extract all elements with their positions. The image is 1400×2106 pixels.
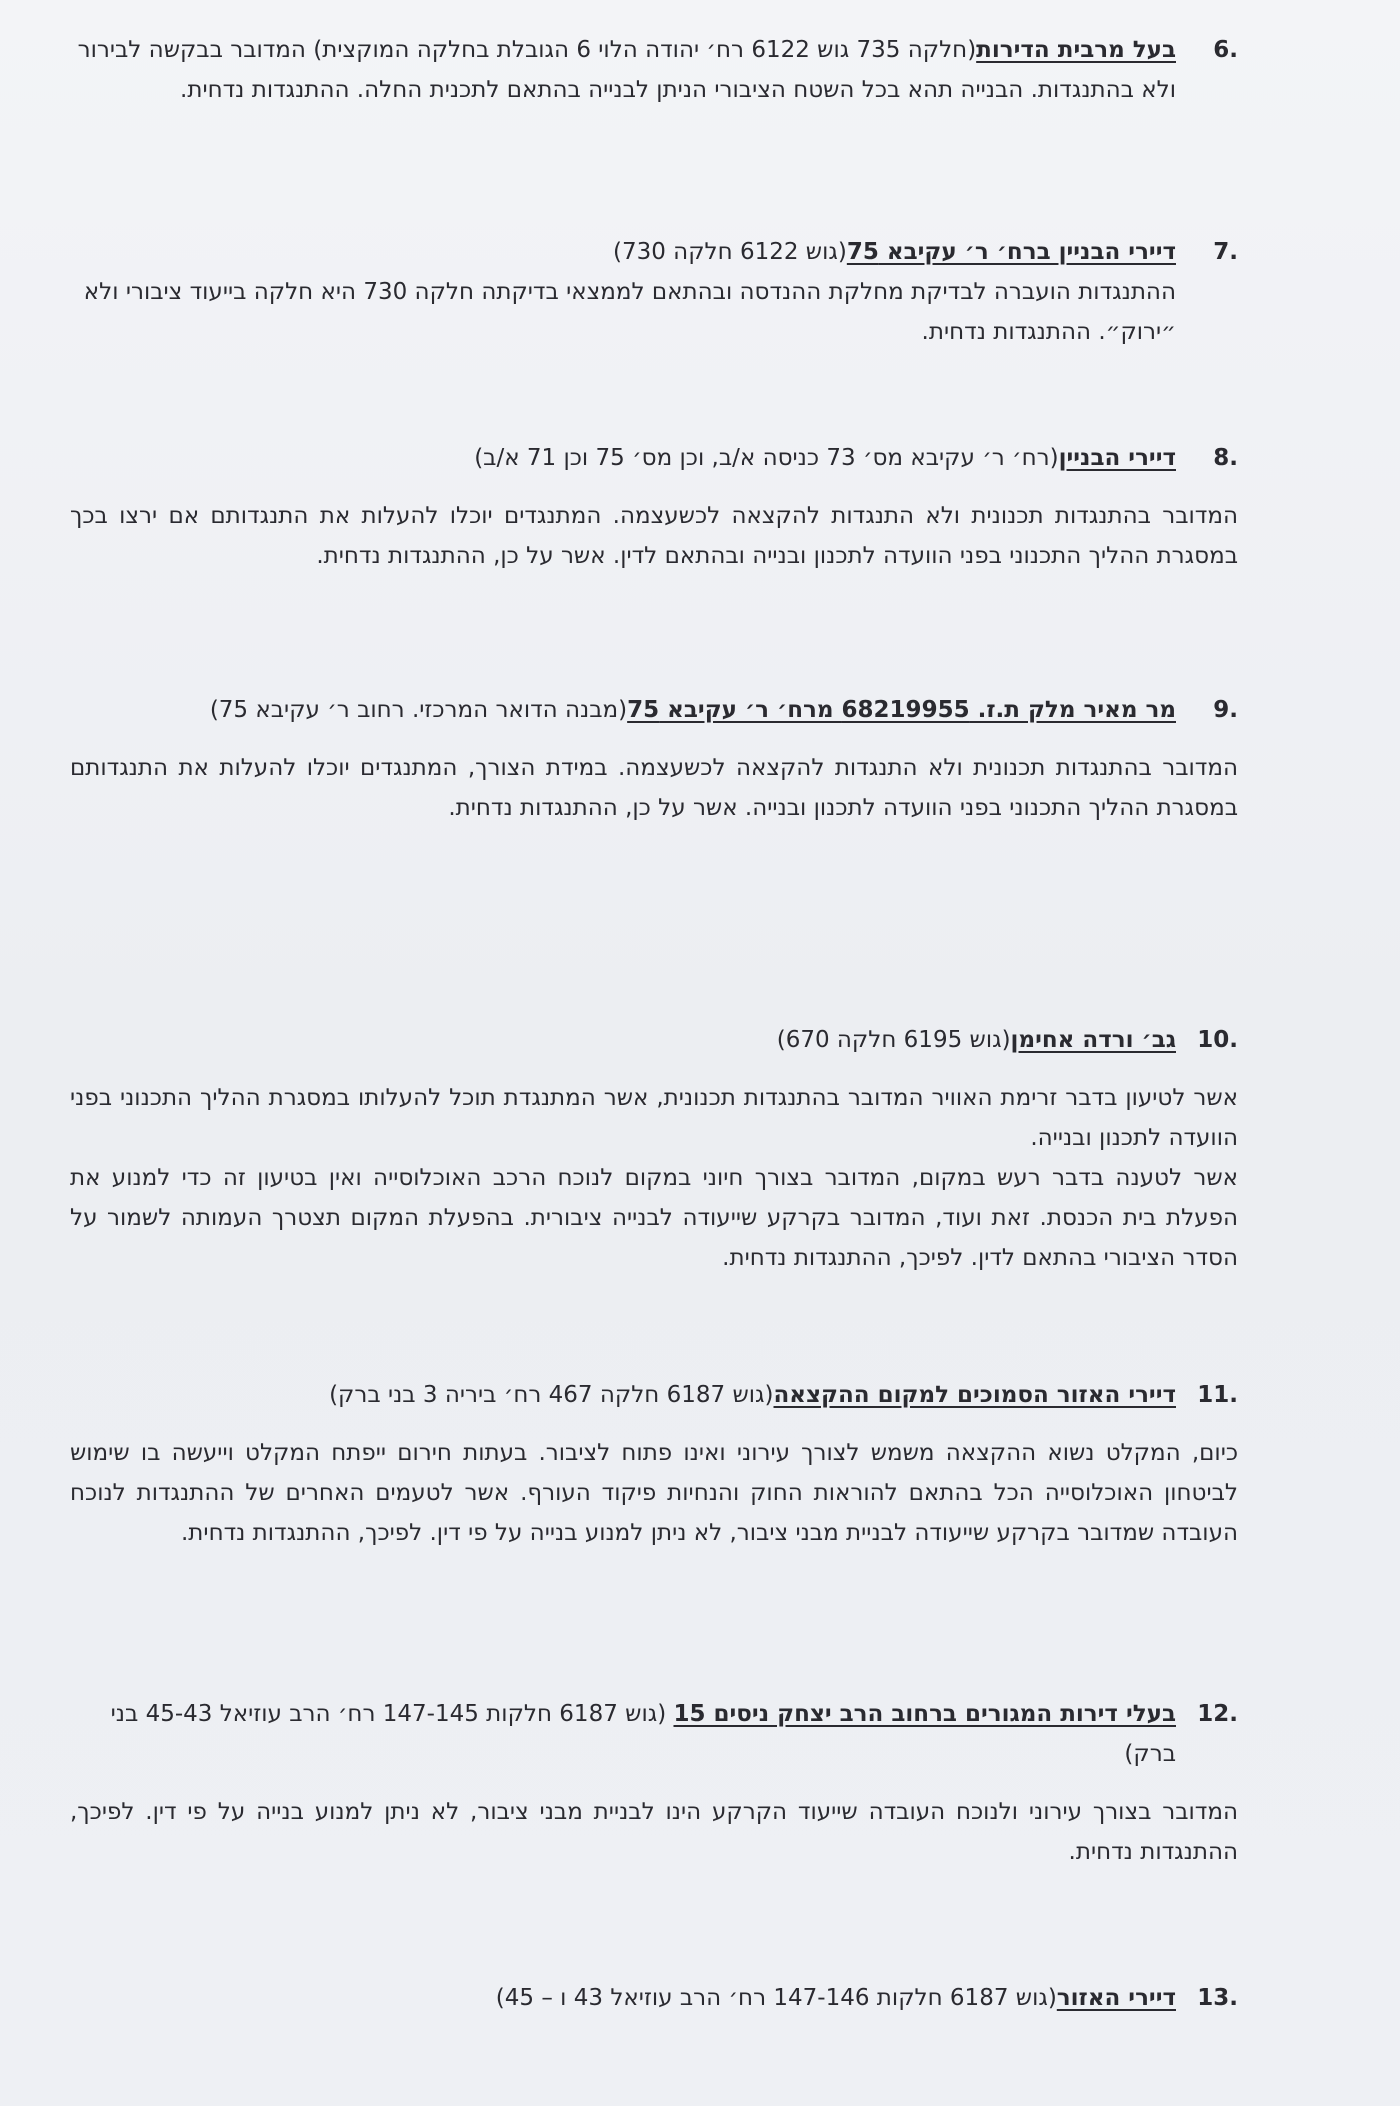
objector-detail: (רח׳ ר׳ עקיבא מס׳ 73 כניסה א/ב, וכן מס׳ 75 וכן 71 א/ב) (474, 445, 1059, 471)
decision-text: המדובר בבקשה לבירור ולא בהתנגדות. הבנייה תהא בכל השטח הציבורי הניתן לבנייה בהתאם לתכנית החלה. ההתנגדות נדחית. (77, 37, 1176, 103)
objector-detail: (גוש 6187 חלקות 147-146 רח׳ הרב עוזיאל 43 ו – 45) (495, 1985, 1057, 2011)
objection-item-13 (70, 1978, 1238, 2018)
objection-heading (70, 1978, 1238, 2018)
objection-heading (70, 438, 1238, 478)
item-number: 10. (1197, 1027, 1238, 1053)
decision-text: כיום, המקלט נשוא ההקצאה משמש לצורך עירוני ואינו פתוח לציבור. בעתות חירום ייפתח המקלט וייעשה בו שימוש לביטחון האוכלוסייה הכל בהתאם להוראות החוק והנחיות פיקוד העורף. אשר לטעמים האחרים של ההתנגדות לנוכח העובדה שמדובר בקרקע שייעודה לבניית מבני ציבור, לא ניתן למנוע בנייה על פי דין. לפיכך, ההתנגדות נדחית. (70, 1440, 1238, 1546)
item-number: 9. (1213, 697, 1238, 723)
objector-detail: (חלקה 735 גוש 6122 רח׳ יהודה הלוי 6 הגובלת בחלקה המוקצית) (313, 37, 977, 63)
objection-item-8 (70, 438, 1238, 576)
decision-text: המדובר בהתנגדות תכנונית ולא התנגדות להקצאה לכשעצמה. המתנגדים יוכלו להעלות את התנגדותם אם ירצו בכך במסגרת ההליך התכנוני בפני הוועדה לתכנון ובנייה ובהתאם לדין. אשר על כן, ההתנגדות נדחית. (70, 503, 1238, 569)
decision-text: המדובר בהתנגדות תכנונית ולא התנגדות להקצאה לכשעצמה. במידת הצורך, המתנגדים יוכלו להעלות את התנגדותם במסגרת ההליך התכנוני בפני הוועדה לתכנון ובנייה. אשר על כן, ההתנגדות נדחית. (70, 755, 1238, 821)
item-number: 11. (1197, 1382, 1238, 1408)
objection-item-9 (70, 690, 1238, 828)
objection-heading (70, 1020, 1238, 1060)
objector-detail: (מבנה הדואר המרכזי. רחוב ר׳ עקיבא 75) (209, 697, 628, 723)
objection-heading (70, 1375, 1238, 1415)
objection-item-7 (70, 232, 1238, 352)
objection-heading (70, 690, 1238, 730)
item-number: 13. (1197, 1985, 1238, 2011)
objector-name: בעל מרבית הדירות (976, 37, 1176, 63)
objector-name: דיירי הבניין ברח׳ ר׳ עקיבא 75 (846, 239, 1176, 265)
decision-text-air: אשר לטיעון בדבר זרימת האוויר המדובר בהתנגדות תכנונית, אשר המתנגדת תוכל להעלותו במסגרת ההליך התכנוני בפני הוועדה לתכנון ובנייה. (70, 1085, 1238, 1151)
objection-heading (70, 30, 1238, 110)
objector-name: דיירי הבניין (1058, 445, 1176, 471)
objection-heading (70, 232, 1238, 352)
objector-name: מר מאיר מלק ת.ז. 68219955 מרח׳ ר׳ עקיבא 75 (627, 697, 1176, 723)
objection-item-10 (70, 1020, 1238, 1278)
objection-item-6 (70, 30, 1238, 110)
item-number: 7. (1213, 239, 1238, 265)
item-number: 12. (1197, 1701, 1238, 1727)
objector-detail: (גוש 6122 חלקה 730) (612, 239, 847, 265)
objector-name: גב׳ ורדה אחימן (1010, 1027, 1176, 1053)
item-number: 6. (1213, 37, 1238, 63)
objector-detail: (גוש 6187 חלקה 467 רח׳ ביריה 3 בני ברק) (329, 1382, 774, 1408)
decision-text: המדובר בצורך עירוני ולנוכח העובדה שייעוד הקרקע הינו לבניית מבני ציבור, לא ניתן למנוע בנייה על פי דין. לפיכך, ההתנגדות נדחית. (70, 1799, 1238, 1865)
objection-heading (70, 1694, 1238, 1774)
objector-detail: (גוש 6187 חלקות 147-145 רח׳ הרב עוזיאל 45-43 בני ברק) (110, 1701, 1176, 1767)
objector-name: דיירי האזור (1056, 1985, 1176, 2011)
decision-text-noise: אשר לטענה בדבר רעש במקום, המדובר בצורך חיוני במקום לנוכח הרכב האוכלוסייה ואין בטיעון זה כדי למנוע את הפעלת בית הכנסת. זאת ועוד, המדובר בקרקע שייעודה לבנייה ציבורית. בהפעלת המקום תצטרך העמותה לשמור על הסדר הציבורי בהתאם לדין. לפיכך, ההתנגדות נדחית. (70, 1165, 1238, 1271)
item-number: 8. (1213, 445, 1238, 471)
objector-name: דיירי האזור הסמוכים למקום ההקצאה (773, 1382, 1176, 1408)
objector-detail: (גוש 6195 חלקה 670) (776, 1027, 1011, 1053)
objection-item-12 (70, 1694, 1238, 1872)
objection-item-11 (70, 1375, 1238, 1553)
objector-name: בעלי דירות המגורים ברחוב הרב יצחק ניסים 15 (673, 1701, 1176, 1727)
decision-text: ההתנגדות הועברה לבדיקת מחלקת ההנדסה ובהתאם לממצאי בדיקתה חלקה 730 היא חלקה בייעוד ציבורי ולא ״ירוק״. ההתנגדות נדחית. (83, 279, 1176, 345)
